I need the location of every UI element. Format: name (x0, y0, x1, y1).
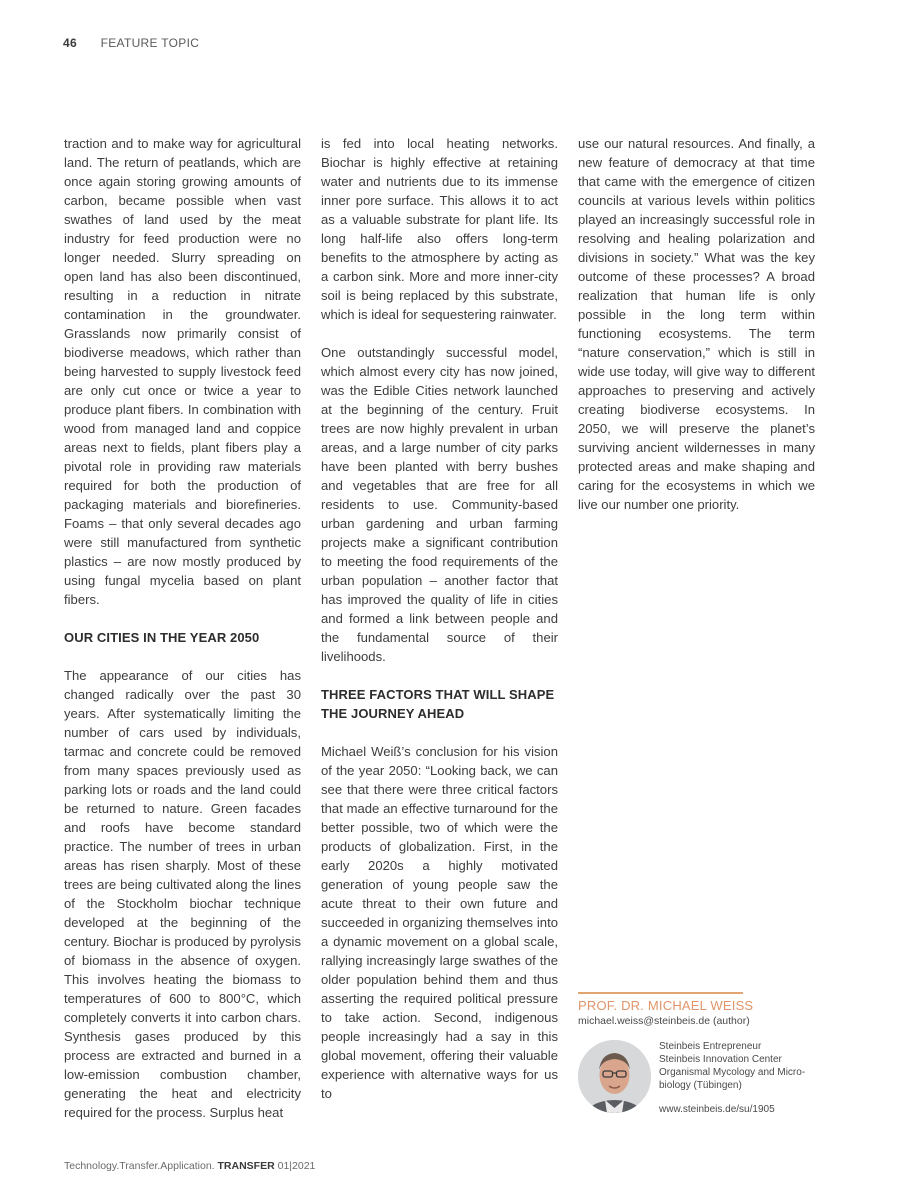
affiliation-line: biology (Tübingen) (659, 1080, 742, 1091)
author-portrait-icon (578, 1040, 651, 1113)
paragraph: The appearance of our cities has changed radically over the past 30 years. After systematically limiting the number of cars used by individuals, tarmac and concrete could be removed from many spaces previously used as parking lots or roads and the land could be returned to nature. Green facades and roofs have become standard practice. The number of trees in urban areas has risen sharply. Most of these trees are being cultivated along the lines of the Stockholm biochar technique developed at the beginning of the century. Biochar is produced by pyrolysis of biomass in the absence of oxygen. This involves heating the biomass to temperatures of 600 to 800°C, which completely converts it into carbon chars. Synthesis gases produced by this process are extracted and burned in a low-emission combustion chamber, generating the heat and electricity required for the process. Surplus heat (64, 668, 302, 1120)
paragraph: Michael Weiß’s conclusion for his vision of the year 2050: “Looking back, we can see that there were three critical factors that made an effective turnaround for the better possible, two of which were the products of globalization. First, in the early 2020s a highly motivated generation of young people saw the acute threat to their own future and succeeded in organizing themselves into a dynamic movement on a global scale, rallying increasingly large swathes of the older population behind them and thus asserting the required political pressure to take action. Second, indigenous people increasingly had a say in this global movement, offering their valuable experience with alternative ways for us to (321, 744, 558, 1101)
author-url-link[interactable]: www.steinbeis.de/su/1905 (659, 1104, 775, 1115)
text-column-1 (64, 134, 301, 1141)
affiliation-line: Steinbeis Entrepreneur (659, 1041, 762, 1052)
text-column-2 (321, 134, 558, 1122)
paragraph: One outstandingly successful model, which almost every city has now joined, was the Edible Cities network launched at the beginning of the century. Fruit trees are now highly prevalent in urban areas, and a large number of city parks have been planted with berry bushes and vegetables that are free for all residents to use. Community-based urban gardening and urban farming projects make a significant contribution to meeting the food requirements of the urban population – another factor that has improved the quality of life in cities and formed a link between people and the fundamental source of their livelihoods. (321, 345, 558, 664)
footer-issue: 01|2021 (277, 1160, 316, 1172)
section-heading-cities: OUR CITIES IN THE YEAR 2050 (64, 630, 260, 645)
paragraph: is fed into local heating networks. Biochar is highly effective at retaining water and nutrients due to its immense inner pore surface. This allows it to act as a valuable substrate for plant life. Its long half-life also offers long-term benefits to the atmosphere by acting as a carbon sink. More and more inner-city soil is being replaced by this substrate, which is ideal for sequestering rainwater. (321, 136, 558, 322)
page-header (63, 36, 199, 50)
footer-tagline: Technology.Transfer.Application. (64, 1160, 215, 1172)
avatar (578, 1040, 651, 1113)
author-name: PROF. DR. MICHAEL WEISS (578, 998, 754, 1013)
author-divider (578, 992, 743, 994)
paragraph: use our natural resources. And finally, a new feature of democracy at that time that came with the emergence of citizen councils at various levels within politics played an increasingly successful role in resolving and healing polarization and divisions in society.” What was the key outcome of these processes? A broad realization that human life is only possible in the long term within functioning ecosystems. The term “nature conservation,” which is still in wide use today, will give way to different approaches to preserving and actively creating biodiverse ecosystems. In 2050, we will preserve the planet’s surviving ancient wildernesses in many protected areas and make shaping and caring for the ecosystems in which we live our number one priority. (578, 136, 815, 512)
page-footer (64, 1160, 315, 1172)
affiliation-line: Steinbeis Innovation Center (659, 1054, 782, 1065)
author-email[interactable]: michael.weiss@steinbeis.de (author) (578, 1015, 750, 1027)
text-column-3 (578, 134, 815, 533)
page-number: 46 (63, 36, 77, 50)
paragraph: traction and to make way for agricultural land. The return of peatlands, which are once again storing growing amounts of carbon, became possible when vast swathes of land used by the meat industry for feed production were no longer needed. Slurry spreading on open land has also been discontinued, resulting in a reduction in nitrate contamination in the groundwater. Grasslands now primarily consist of biodiverse meadows, which rather than being harvested to supply livestock feed are only cut once or twice a year to produce plant fibers. In combination with wood from managed land and coppice areas next to fields, plant fibers play a pivotal role in providing raw materials required for both the production of packaging materials and biorefineries. Foams – that only several decades ago were still manufactured from synthetic plastics – are now mostly produced by using fungal mycelia based on plant fibers. (64, 136, 301, 607)
author-affiliation (659, 1040, 829, 1092)
section-title: FEATURE TOPIC (100, 36, 200, 50)
affiliation-line: Organismal Mycology and Micro- (659, 1067, 806, 1078)
section-heading-factors: THREE FACTORS THAT WILL SHAPE THE JOURNEY AHEAD (321, 687, 555, 721)
footer-brand: TRANSFER (217, 1160, 275, 1172)
